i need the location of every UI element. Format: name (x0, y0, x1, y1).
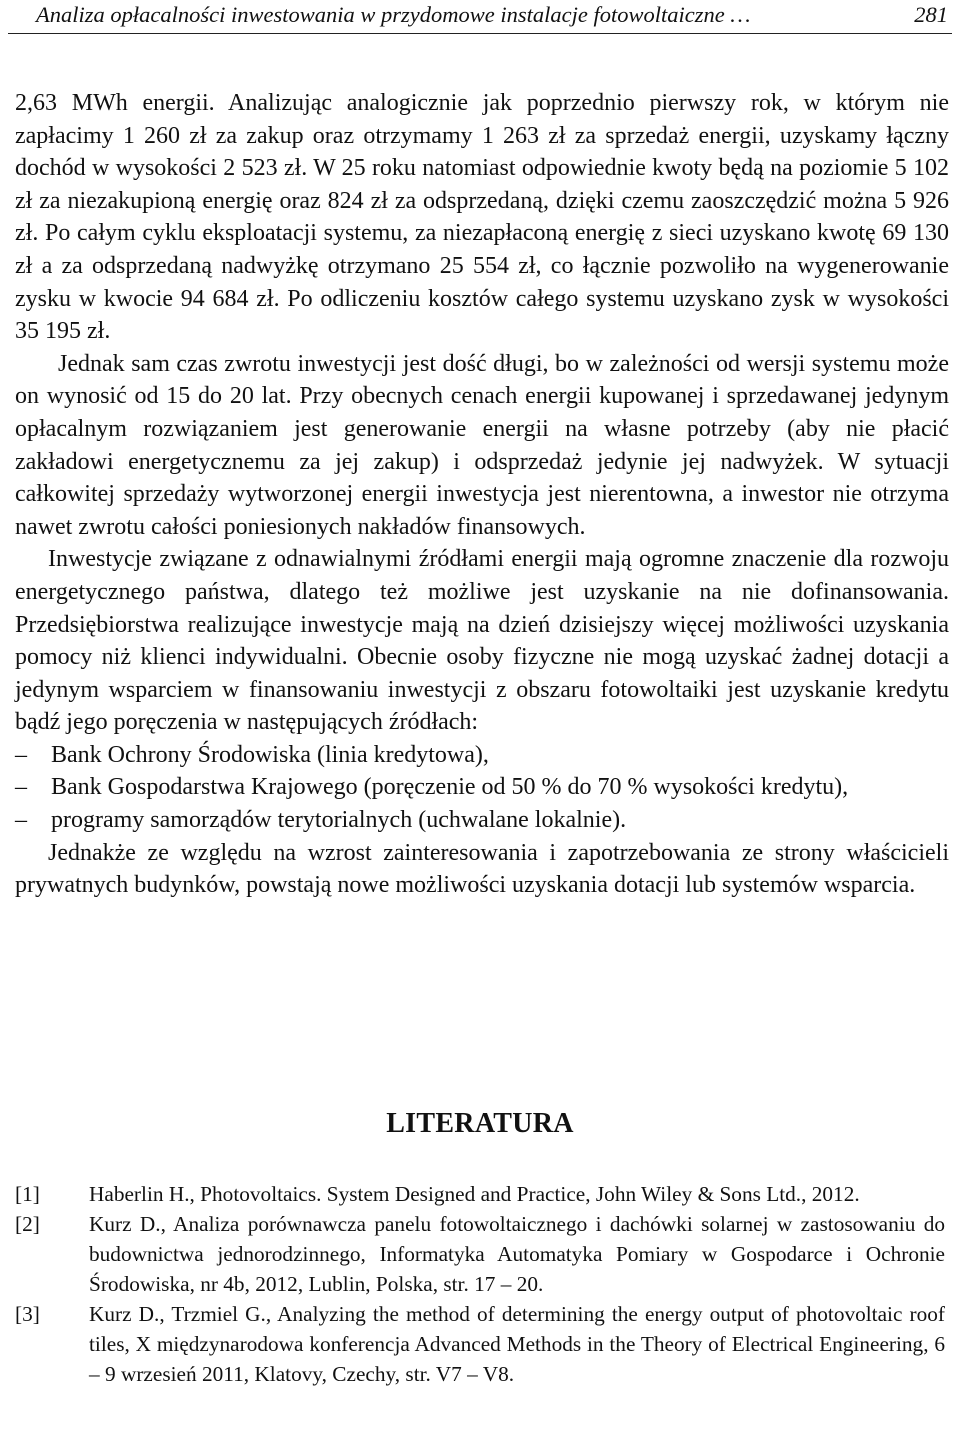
body-text (15, 87, 949, 902)
page-number: 281 (914, 2, 948, 27)
dash-bullet: – (15, 741, 27, 768)
reference-number: [1] (15, 1182, 40, 1206)
list-item-text: programy samorządów terytorialnych (uchwalane lokalnie). (51, 807, 627, 834)
list-item (15, 771, 949, 804)
list-item (15, 739, 949, 772)
list-item (15, 804, 949, 837)
reference-item (15, 1179, 945, 1209)
dash-bullet: – (15, 774, 27, 801)
reference-text: Haberlin H., Photovoltaics. System Designed and Practice, John Wiley & Sons Ltd., 2012. (89, 1182, 860, 1206)
reference-item (15, 1299, 945, 1389)
literature-heading: LITERATURA (386, 1108, 574, 1139)
paragraph-3: Inwestycje związane z odnawialnymi źródłami energii mają ogromne znaczenie dla rozwoju energetycznego państwa, dlatego też możliwe jest uzyskanie na nie dofinansowania. Przedsiębiorstwa realizujące inwestycje mają na dzień dzisiejszy więcej możliwości uzyskania pomocy niż klienci indywidualni. Obecnie osoby fizyczne nie mogą uzyskać żadnej dotacji a jedynym wsparciem w finansowaniu inwestycji z obszaru fotowoltaiki jest uzyskanie kredytu bądź jego poręczenia w następujących źródłach: (15, 546, 949, 736)
list-item-text: Bank Gospodarstwa Krajowego (poręczenie od 50 % do 70 % wysokości kredytu), (51, 774, 849, 801)
reference-number: [3] (15, 1302, 40, 1326)
reference-item (15, 1209, 945, 1299)
funding-sources-list (15, 739, 949, 837)
reference-text: Kurz D., Trzmiel G., Analyzing the method of determining the energy output of photovoltaic roof tiles, X międzynarodowa konferencja Advanced Methods in the Theory of Electrical Engineering, 6 – 9 wrzesień 2011, Klatovy, Czechy, str. V7 – V8. (89, 1302, 945, 1386)
list-item-text: Bank Ochrony Środowiska (linia kredytowa), (51, 741, 489, 768)
paragraph-2: Jednak sam czas zwrotu inwestycji jest dość długi, bo w zależności od wersji systemu może on wynosić od 15 do 20 lat. Przy obecnych cenach energii kupowanej i sprzedawanej jedynym opłacalnym rozwiązaniem jest generowanie energii na własne potrzeby (aby nie płacić zakładowi energetycznemu za jej zakup) i odsprzedaż jedynie jej nadwyżek. W sytuacji całkowitej sprzedaży wytworzonej energii inwestycja jest nierentowna, a inwestor nie otrzyma nawet zwrotu całości poniesionych nakładów finansowych. (15, 350, 949, 540)
running-title: Analiza opłacalności inwestowania w przydomowe instalacje fotowoltaiczne … (36, 2, 751, 27)
reference-number: [2] (15, 1212, 40, 1236)
paragraph-4: Jednakże ze względu na wzrost zainteresowania i zapotrzebowania ze strony właścicieli prywatnych budynków, powstają nowe możliwości uzyskania dotacji lub systemów wsparcia. (15, 839, 949, 899)
reference-text: Kurz D., Analiza porównawcza panelu fotowoltaicznego i dachówki solarnej w zastosowaniu do budownictwa jednorodzinnego, Informatyka Automatyka Pomiary w Gospodarce i Ochronie Środowiska, nr 4b, 2012, Lublin, Polska, str. 17 – 20. (89, 1212, 945, 1296)
paragraph-1: 2,63 MWh energii. Analizując analogicznie jak poprzednio pierwszy rok, w którym nie zapłacimy 1 260 zł za zakup oraz otrzymamy 1 263 zł za sprzedaż energii, uzyskamy łączny dochód w wysokości 2 523 zł. W 25 roku natomiast odpowiednie kwoty będą na poziomie 5 102 zł za niezakupioną energię oraz 824 zł za odsprzedaną, dzięki czemu zaoszczędzić można 5 926 zł. Po całym cyklu eksploatacji systemu, za niezapłaconą energię z sieci uzyskano kwotę 69 130 zł a za odsprzedaną nadwyżkę otrzymano 25 554 zł, co łącznie pozwoliło na wygenerowanie zysku w kwocie 94 684 zł. Po odliczeniu kosztów całego systemu uzyskano zysk w wysokości 35 195 zł. (15, 90, 949, 345)
dash-bullet: – (15, 807, 27, 834)
running-header (8, 0, 952, 34)
reference-list (15, 1179, 945, 1389)
